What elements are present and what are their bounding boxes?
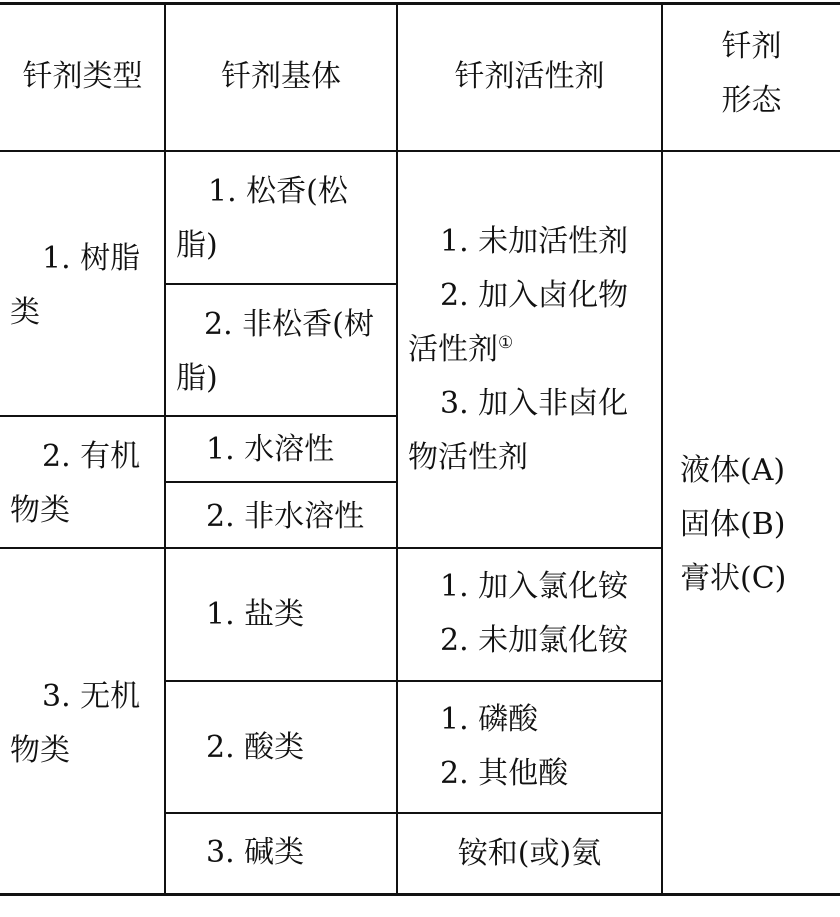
type-divider-1 <box>0 415 166 417</box>
type-organic <box>10 430 158 538</box>
base-rosin-line2: 脂) <box>176 228 218 263</box>
header-flux-activator <box>398 4 661 150</box>
type-resin-line2: 类 <box>10 295 40 330</box>
activator-salt-item1: 1. 加入氯化铵 <box>440 569 629 604</box>
header-flux-base-text: 钎剂基体 <box>221 59 341 94</box>
base-acid-text: 2. 酸类 <box>206 730 305 765</box>
activator-salt <box>440 560 660 668</box>
type-inorganic-line1: 3. 无机 <box>42 679 141 714</box>
form-paste: 膏状(C) <box>680 561 787 596</box>
footnote-mark: ① <box>498 333 514 353</box>
activator-base-text: 铵和(或)氨 <box>457 835 602 871</box>
base-water-soluble-text: 1. 水溶性 <box>206 432 335 467</box>
activator-item2-line1: 2. 加入卤化物 <box>440 278 629 313</box>
form-liquid: 液体(A) <box>680 453 786 488</box>
base-salt <box>206 588 394 642</box>
base-divider-1 <box>164 283 398 285</box>
table-bottom-border <box>0 893 840 896</box>
header-flux-type-text: 钎剂类型 <box>22 59 143 94</box>
header-flux-form <box>663 20 840 150</box>
header-flux-type <box>0 4 165 150</box>
activator-acid-item1: 1. 磷酸 <box>440 702 539 737</box>
base-divider-2 <box>164 415 398 417</box>
header-flux-base <box>166 4 396 150</box>
base-rosin-line1: 1. 松香(松 <box>208 174 348 209</box>
form-options <box>680 444 838 606</box>
activator-item2-line2: 活性剂 <box>408 332 498 367</box>
activator-base <box>398 814 661 893</box>
header-flux-form-line2: 形态 <box>721 83 782 118</box>
activator-item3-line2: 物活性剂 <box>408 440 528 475</box>
base-alkali-text: 3. 碱类 <box>206 835 305 870</box>
base-non-water-soluble-text: 2. 非水溶性 <box>206 499 365 534</box>
type-inorganic <box>10 670 158 778</box>
base-non-rosin-line1: 2. 非松香(树 <box>204 307 374 342</box>
activator-acid-item2: 2. 其他酸 <box>440 756 569 791</box>
base-water-soluble <box>206 423 394 477</box>
activator-salt-item2: 2. 未加氯化铵 <box>440 623 629 658</box>
type-resin <box>10 232 158 340</box>
type-inorganic-line2: 物类 <box>10 733 70 768</box>
type-organic-line2: 物类 <box>10 493 70 528</box>
base-acid <box>206 721 394 775</box>
activator-organic-resin <box>408 215 658 485</box>
base-alkali <box>206 826 394 880</box>
base-divider-5 <box>164 680 663 682</box>
base-salt-text: 1. 盐类 <box>206 597 305 632</box>
type-resin-line1: 1. 树脂 <box>42 241 141 276</box>
header-bottom-border <box>0 150 840 152</box>
header-flux-form-line1: 钎剂 <box>721 29 782 64</box>
base-non-rosin <box>176 298 394 406</box>
activator-item3-line1: 3. 加入非卤化 <box>440 386 629 421</box>
base-divider-4 <box>164 547 398 549</box>
base-non-rosin-line2: 脂) <box>176 361 218 396</box>
type-organic-line1: 2. 有机 <box>42 439 141 474</box>
activator-item1: 1. 未加活性剂 <box>440 224 629 259</box>
activator-acid <box>440 693 660 801</box>
base-rosin <box>176 165 390 273</box>
form-solid: 固体(B) <box>680 507 786 542</box>
header-flux-activator-text: 钎剂活性剂 <box>454 59 605 94</box>
base-divider-3 <box>164 481 398 483</box>
type-divider-2 <box>0 547 166 549</box>
activator-divider-1 <box>396 547 663 549</box>
base-non-water-soluble <box>206 490 394 544</box>
